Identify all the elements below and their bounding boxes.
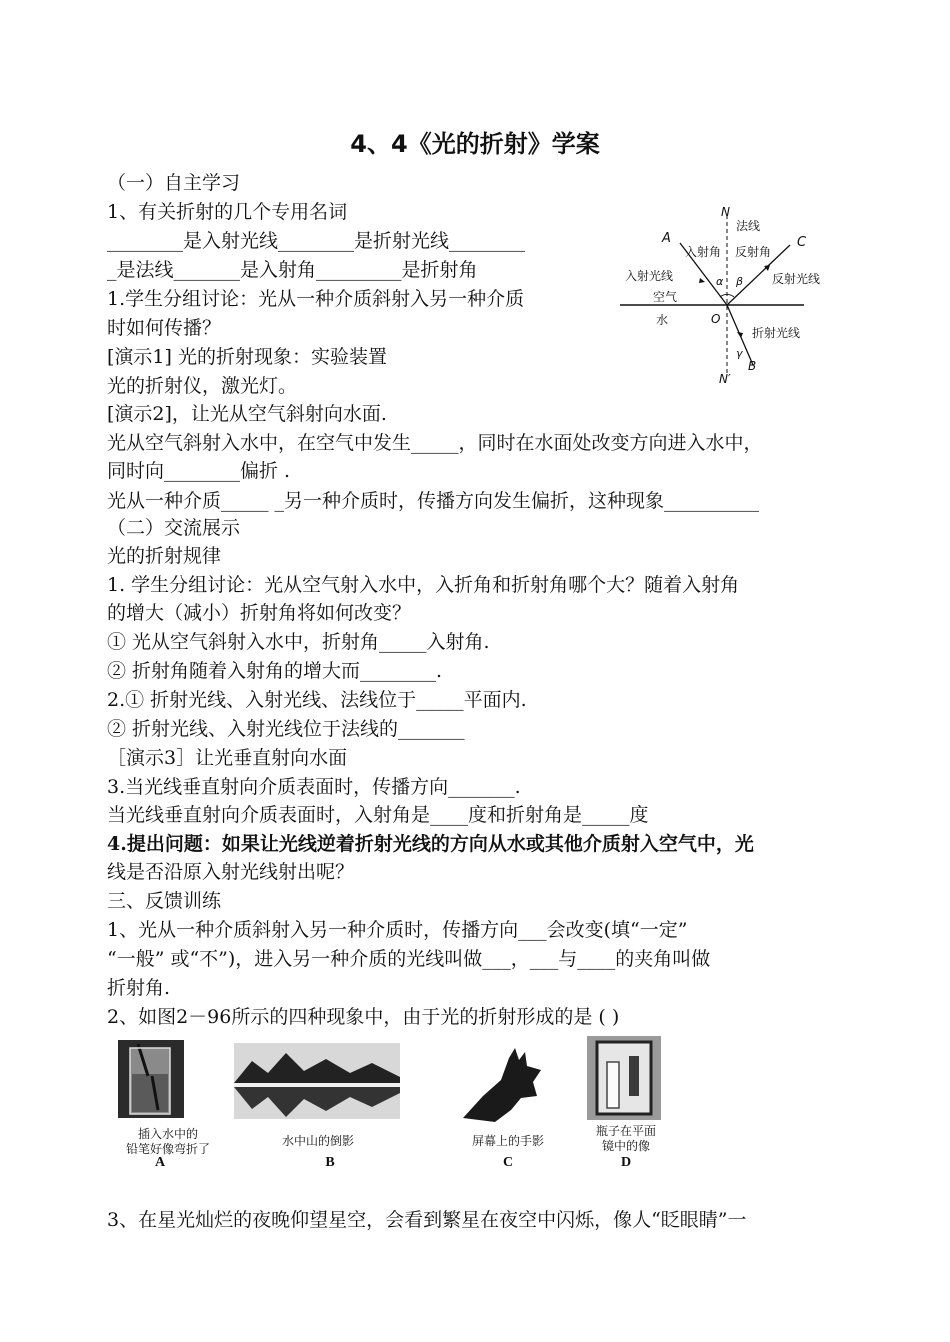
label-beta: β bbox=[736, 275, 744, 288]
question-1: 1、光从一种介质斜射入另一种介质时，传播方向___会改变(填“一定” bbox=[107, 919, 688, 941]
section-heading: （二）交流展示 bbox=[107, 517, 241, 539]
option-d-image bbox=[587, 1036, 661, 1120]
option-c-letter: C bbox=[502, 1155, 514, 1170]
text-line: ② 折射光线、入射光线位于法线的_______ bbox=[107, 718, 465, 740]
label-normal: 法线 bbox=[736, 219, 761, 233]
label-incidence-angle: 入射角 bbox=[685, 245, 722, 259]
label-alpha: α bbox=[716, 275, 724, 288]
label-reflected-ray: 反射光线 bbox=[772, 272, 821, 286]
text-line: 光从空气斜射入水中，在空气中发生_____，同时在水面处改变方向进入水中， bbox=[107, 432, 763, 454]
text-line: 折射角. bbox=[107, 977, 171, 999]
option-c-image bbox=[455, 1040, 555, 1125]
page-title: 4、4《光的折射》学案 bbox=[350, 130, 600, 158]
label-gamma: γ bbox=[736, 347, 743, 360]
text-line: ① 光从空气斜射入水中，折射角_____入射角. bbox=[107, 631, 490, 653]
text-line: 光从一种介质_____ _另一种介质时，传播方向发生偏折，这种现象__________ bbox=[107, 490, 760, 512]
option-a-letter: A bbox=[154, 1155, 166, 1170]
text-line: 光的折射规律 bbox=[107, 545, 222, 567]
option-b-caption: 水中山的倒影 bbox=[281, 1134, 354, 1148]
option-d-letter: D bbox=[620, 1155, 632, 1170]
label-n: N bbox=[721, 205, 730, 219]
text-line: 光的折射仪，激光灯。 bbox=[107, 375, 298, 397]
label-c: C bbox=[797, 235, 807, 250]
option-b-letter: B bbox=[325, 1155, 335, 1170]
label-water: 水 bbox=[656, 313, 669, 327]
text-line: “一般” 或“不”)，进入另一种介质的光线叫做___，___与____的夹角叫做 bbox=[107, 948, 711, 970]
text-line: 1. 学生分组讨论：光从空气射入水中，入折角和折射角哪个大？随着入射角 bbox=[107, 574, 740, 596]
text-line: 2.① 折射光线、入射光线、法线位于_____平面内. bbox=[107, 689, 527, 711]
text-line: 3.当光线垂直射向介质表面时，传播方向_______. bbox=[107, 776, 521, 798]
option-b-image bbox=[234, 1043, 400, 1119]
text-line: 的增大（减小）折射角将如何改变？ bbox=[107, 602, 412, 624]
text-line: _是法线_______是入射角_________是折射角 bbox=[107, 259, 478, 281]
text-line: ② 折射角随着入射角的增大而________. bbox=[107, 660, 443, 682]
arrow-icon bbox=[737, 332, 743, 338]
text-line: 1、有关折射的几个专用名词 bbox=[107, 201, 348, 223]
section-heading: （一）自主学习 bbox=[107, 172, 241, 194]
option-a-image bbox=[118, 1040, 184, 1118]
label-refracted-ray: 折射光线 bbox=[752, 326, 801, 340]
label-reflection-angle: 反射角 bbox=[735, 245, 772, 259]
section-heading: 三、反馈训练 bbox=[107, 890, 222, 912]
label-air: 空气 bbox=[653, 290, 678, 304]
question-3: 3、在星光灿烂的夜晚仰望星空，会看到繁星在夜空中闪烁，像人“眨眼睛”一 bbox=[107, 1209, 747, 1231]
text-line: 同时向________偏折 . bbox=[107, 460, 291, 482]
text-line: ［演示3］让光垂直射向水面 bbox=[107, 747, 348, 769]
text-line: 1.学生分组讨论：光从一种介质斜射入另一种介质 bbox=[107, 288, 525, 310]
label-o: O bbox=[711, 312, 721, 326]
arrow-icon bbox=[764, 265, 770, 271]
refraction-diagram bbox=[620, 205, 845, 390]
option-a-caption: 插入水中的 铅笔好像弯折了 bbox=[125, 1127, 210, 1156]
label-n-prime: N′ bbox=[719, 372, 731, 386]
option-d-caption: 瓶子在平面 镜中的像 bbox=[595, 1124, 656, 1153]
question-4: 4.提出问题：如果让光线逆着折射光线的方向从水或其他介质射入空气中，光 bbox=[107, 833, 754, 855]
label-b: B bbox=[748, 359, 757, 373]
option-c-caption: 屏幕上的手影 bbox=[471, 1134, 544, 1148]
text-line: 线是否沿原入射光线射出呢？ bbox=[107, 861, 355, 883]
arrow-icon bbox=[699, 278, 705, 283]
question-2: 2、如图2－96所示的四种现象中，由于光的折射形成的是 ( ) bbox=[107, 1006, 620, 1028]
label-a: A bbox=[662, 231, 671, 246]
text-line: ________是入射光线________是折射光线________ bbox=[107, 230, 526, 252]
label-incident-ray: 入射光线 bbox=[625, 269, 674, 283]
text-line: 时如何传播？ bbox=[107, 317, 222, 339]
text-line: [演示1] 光的折射现象：实验装置 bbox=[107, 346, 387, 368]
text-line: [演示2]，让光从空气斜射向水面. bbox=[107, 403, 387, 425]
text-line: 当光线垂直射向介质表面时，入射角是____度和折射角是_____度 bbox=[107, 804, 649, 826]
